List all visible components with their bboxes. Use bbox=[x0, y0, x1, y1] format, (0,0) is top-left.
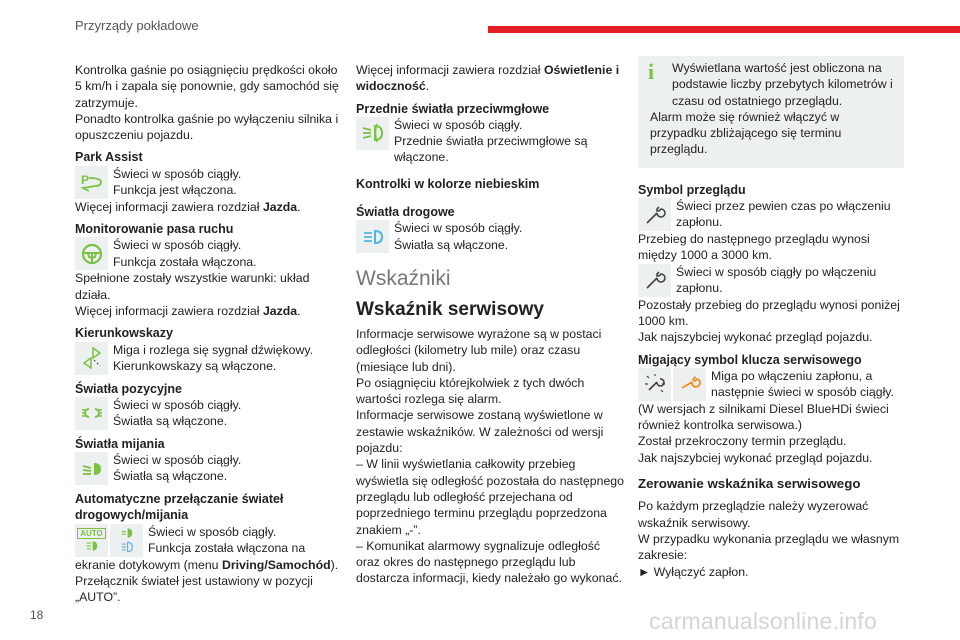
column-1 bbox=[75, 62, 345, 606]
dipped-beam-icon bbox=[75, 452, 108, 485]
more-info bbox=[75, 303, 345, 319]
wrench-icon bbox=[638, 198, 671, 231]
lamp-text: Świeci w sposób ciągły. bbox=[394, 117, 523, 132]
front-fog-icon bbox=[356, 117, 389, 150]
auto-label: AUTO bbox=[77, 528, 106, 539]
lamp-text: Funkcja jest włączona. bbox=[113, 183, 237, 198]
park-assist-lamp bbox=[75, 166, 345, 199]
dipped-title: Światła mijania bbox=[75, 436, 165, 451]
lamp-text: Świeci w sposób ciągły po włączeniu zapłonu. bbox=[676, 264, 877, 295]
lamp-text: Światła są włączone. bbox=[113, 469, 228, 484]
symbol-after-2: Pozostały przebieg do przeglądu wynosi poniżej 1000 km. bbox=[638, 297, 900, 328]
info-text: Alarm może się również włączyć w przypadku zbliżającego się terminu przeglądu. bbox=[650, 109, 842, 157]
blinking-wrench-icon bbox=[638, 368, 671, 401]
lamp-text: Światła są włączone. bbox=[113, 414, 228, 429]
service-paragraph: Informacje serwisowe wyrażone są w postaci odległości (kilometry lub mile) oraz czasu (miesiące lub dni). bbox=[356, 326, 602, 374]
info-box bbox=[638, 56, 904, 168]
high-beam-lamp bbox=[356, 220, 626, 253]
text: . bbox=[425, 79, 430, 94]
fog-title: Przednie światła przeciwmgłowe bbox=[356, 101, 550, 116]
text: . bbox=[297, 303, 301, 318]
lamp-text: Miga i rozlega się sygnał dźwiękowy. bbox=[113, 342, 314, 357]
page-number: 18 bbox=[30, 608, 44, 622]
indicators-lamp bbox=[75, 342, 345, 375]
menu-ref: Driving/Samochód bbox=[221, 557, 331, 572]
lamp-text: Funkcja została włączona. bbox=[113, 254, 257, 269]
reset-step: ► Wyłączyć zapłon. bbox=[638, 564, 749, 579]
symbol-after: Przebieg do następnego przeglądu wynosi między 1000 a 3000 km. bbox=[638, 232, 870, 263]
chapter-ref: Jazda bbox=[262, 303, 298, 318]
lamp-text: Świeci w sposób ciągły. bbox=[113, 166, 242, 181]
service-paragraph: Informacje serwisowe zostaną wyświetlone w zestawie wskaźników. W zależności od wersji pojazdu: bbox=[356, 408, 604, 456]
lamp-text: Świeci w sposób ciągły. bbox=[394, 221, 523, 236]
turn-signal-icon bbox=[75, 342, 108, 375]
park-assist-title: Park Assist bbox=[75, 150, 143, 165]
more-info bbox=[75, 199, 345, 215]
fog-lamp bbox=[356, 117, 626, 166]
lamp-text: Świeci przez pewien czas po włączeniu zapłonu. bbox=[676, 199, 891, 230]
lamp-text: Świeci w sposób ciągły. bbox=[148, 524, 277, 539]
high-beam-pair-icon bbox=[110, 524, 143, 557]
dipped-lamp bbox=[75, 452, 345, 485]
position-title: Światła pozycyjne bbox=[75, 381, 182, 396]
blink-after: (W wersjach z silnikami Diesel BlueHDi świeci również kontrolka serwisowa.) bbox=[638, 401, 889, 433]
text: ekranie dotykowym (menu bbox=[75, 557, 222, 572]
position-lamp bbox=[75, 397, 345, 430]
watermark: carmanualsonline.info bbox=[649, 608, 877, 634]
blue-section-title: Kontrolki w kolorze niebieskim bbox=[356, 176, 540, 191]
lamp-text: Przednie światła przeciwmgłowe są włączone. bbox=[394, 134, 588, 165]
text: ). bbox=[330, 557, 339, 572]
service-paragraph: Po osiągnięciu którejkolwiek z tych dwóch wartości rozlega się alarm. bbox=[356, 375, 585, 407]
sidelights-icon bbox=[75, 397, 108, 430]
intro-paragraph: Kontrolka gaśnie po osiągnięciu prędkości około 5 km/h i zapala się ponownie, gdy samochód się zatrzymuje. bbox=[75, 63, 339, 110]
lamp-text: Miga po włączeniu zapłonu, a następnie świeci w sposób ciągły. bbox=[711, 368, 894, 400]
lamp-text: Świeci w sposób ciągły. bbox=[113, 453, 242, 468]
high-beam-icon bbox=[356, 220, 389, 253]
lamp-text: Kierunkowskazy są włączone. bbox=[113, 358, 277, 373]
chapter-ref: Jazda bbox=[262, 199, 298, 214]
auto-lamp bbox=[75, 524, 345, 557]
svg-text:P: P bbox=[80, 173, 89, 188]
reset-paragraph: Po każdym przeglądzie należy wyzerować wskaźnik serwisowy. bbox=[638, 499, 869, 530]
running-header: Przyrządy pokładowe bbox=[75, 18, 199, 33]
lamp-text: Światła są włączone. bbox=[394, 237, 509, 252]
auto-high-beam-icon bbox=[75, 524, 108, 557]
info-icon: i bbox=[648, 59, 655, 84]
park-assist-icon bbox=[75, 166, 108, 199]
header-accent-bar bbox=[488, 26, 960, 33]
more-info bbox=[356, 62, 626, 95]
indicators-title: Kierunkowskazy bbox=[75, 326, 173, 341]
info-text: Wyświetlana wartość jest obliczona na podstawie liczby przebytych kilometrów i czasu od ostatniego przeglądu. bbox=[672, 61, 893, 108]
service-indicator-title: Wskaźnik serwisowy bbox=[356, 298, 544, 320]
reset-paragraph: W przypadku wykonania przeglądu we własnym zakresie: bbox=[638, 531, 900, 563]
lane-title: Monitorowanie pasa ruchu bbox=[75, 222, 234, 237]
high-beam-title: Światła drogowe bbox=[356, 205, 455, 220]
service-paragraph: – Komunikat alarmowy sygnalizuje odległość oraz okres do następnego przeglądu lub dostarcza informacji, kiedy należało go wykonać. bbox=[356, 538, 622, 586]
blinking-wrench-title: Migający symbol klucza serwisowego bbox=[638, 352, 862, 367]
blink-after: Został przekroczony termin przeglądu. bbox=[638, 434, 847, 449]
reset-title: Zerowanie wskaźnika serwisowego bbox=[638, 476, 861, 492]
blink-after: Jak najszybciej wykonać przegląd pojazdu. bbox=[638, 450, 873, 465]
service-symbol-lamp-2 bbox=[638, 264, 904, 297]
text: Więcej informacji zawiera rozdział bbox=[75, 199, 263, 214]
blinking-wrench-lamp bbox=[638, 368, 904, 401]
text: . bbox=[297, 199, 301, 214]
column-2 bbox=[356, 62, 626, 587]
steering-wheel-icon bbox=[75, 237, 108, 270]
auto-title: Automatyczne przełączanie świateł drogowych/mijania bbox=[75, 492, 284, 523]
symbol-after-3: Jak najszybciej wykonać przegląd pojazdu. bbox=[638, 330, 873, 345]
text: Więcej informacji zawiera rozdział bbox=[356, 63, 544, 77]
lamp-text: Świeci w sposób ciągły. bbox=[113, 397, 242, 412]
chapter-ref: Oświetlenie i widoczność bbox=[356, 63, 620, 94]
service-symbol-lamp bbox=[638, 198, 904, 231]
lane-lamp bbox=[75, 237, 345, 270]
lane-after: Spełnione zostały wszystkie warunki: układ działa. bbox=[75, 271, 310, 302]
service-symbol-title: Symbol przeglądu bbox=[638, 182, 746, 197]
column-3 bbox=[638, 56, 904, 580]
orange-wrench-icon bbox=[673, 368, 706, 401]
wrench-icon bbox=[638, 264, 671, 297]
auto-after bbox=[75, 557, 345, 573]
auto-after-2: Przełącznik świateł jest ustawiony w pozycji „AUTO”. bbox=[75, 574, 313, 605]
lamp-text: Świeci w sposób ciągły. bbox=[113, 238, 242, 253]
lamp-text: Funkcja została włączona na bbox=[148, 541, 306, 556]
service-paragraph: – W linii wyświetlania całkowity przebieg wyświetla się odległość pozostała do następnego przeglądu lub odległość przejechana od poprzedniego terminu przeglądu poprzedzona znakiem „-”. bbox=[356, 457, 624, 537]
text: Więcej informacji zawiera rozdział bbox=[75, 303, 263, 318]
intro-paragraph: Ponadto kontrolka gaśnie po wyłączeniu silnika i opuszczeniu pojazdu. bbox=[75, 111, 339, 143]
section-title: Wskaźniki bbox=[356, 267, 451, 291]
